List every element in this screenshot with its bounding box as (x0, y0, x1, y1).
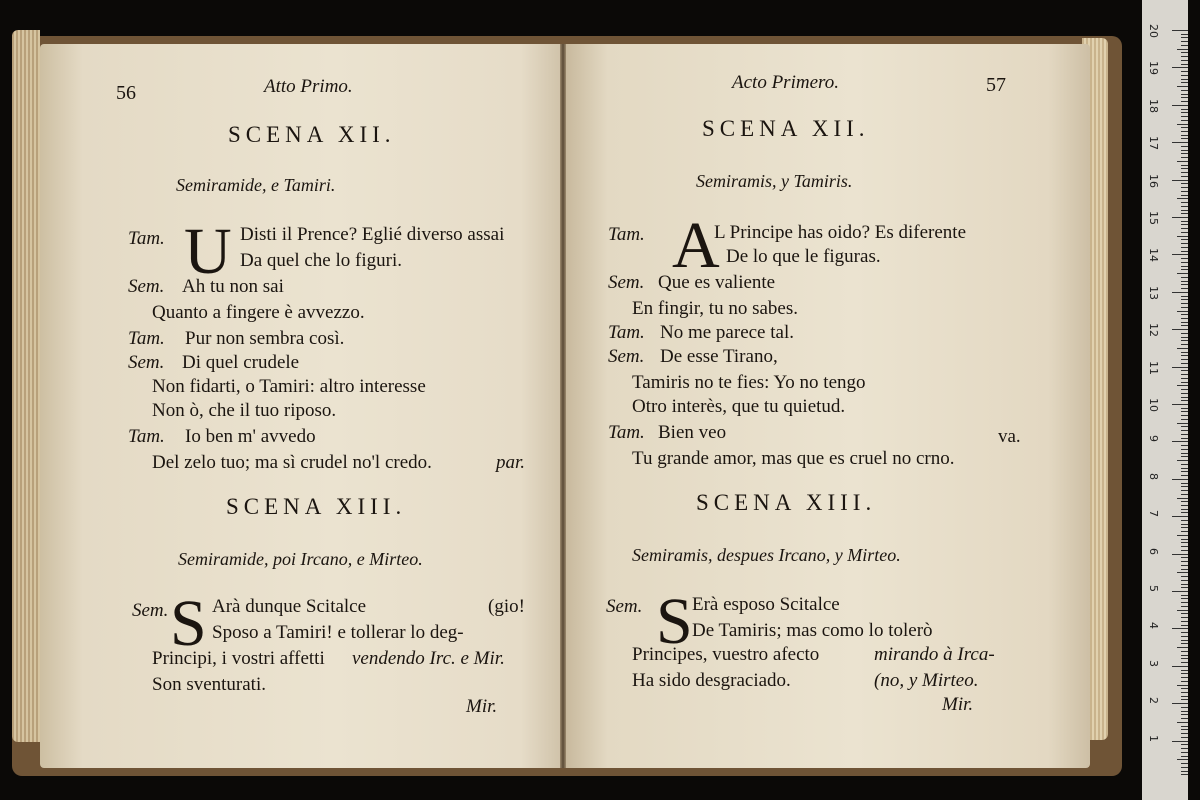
running-head: Atto Primo. (264, 76, 353, 97)
speaker: Sem. (132, 600, 169, 621)
ruler-mm-tick (1181, 210, 1188, 211)
ruler-mm-tick (1181, 251, 1188, 252)
verse-line: Da quel che lo figuri. (240, 250, 402, 271)
ruler-mm-tick (1181, 449, 1188, 450)
ruler-mm-tick (1181, 176, 1188, 177)
ruler-cm-tick (1172, 367, 1188, 368)
ruler-mm-tick (1181, 456, 1188, 457)
ruler-label: 6 (1147, 547, 1160, 555)
ruler-mm-tick (1181, 269, 1188, 270)
ruler-mm-tick (1181, 565, 1188, 566)
ruler-mm-tick (1177, 348, 1188, 349)
ruler-mm-tick (1181, 37, 1188, 38)
ruler-mm-tick (1181, 206, 1188, 207)
ruler-mm-tick (1177, 49, 1188, 50)
ruler-mm-tick (1181, 662, 1188, 663)
ruler-mm-tick (1181, 655, 1188, 656)
ruler-mm-tick (1181, 296, 1188, 297)
ruler-mm-tick (1181, 408, 1188, 409)
ruler-mm-tick (1181, 640, 1188, 641)
ruler-label: 17 (1147, 136, 1160, 151)
ruler-mm-tick (1181, 191, 1188, 192)
ruler-cm-tick (1172, 591, 1188, 592)
verse-line: Io ben m' avvedo (185, 426, 316, 447)
ruler-mm-tick (1181, 60, 1188, 61)
ruler-mm-tick (1181, 325, 1188, 326)
verse-line: De esse Tirano, (660, 346, 778, 367)
ruler-mm-tick (1181, 52, 1188, 53)
ruler-mm-tick (1181, 733, 1188, 734)
ruler-mm-tick (1181, 430, 1188, 431)
speaker: Sem. (608, 346, 645, 367)
ruler-mm-tick (1181, 138, 1188, 139)
ruler-mm-tick (1181, 146, 1188, 147)
ruler-mm-tick (1181, 363, 1188, 364)
ruler-mm-tick (1181, 82, 1188, 83)
verse-line: No me parece tal. (660, 322, 794, 343)
ruler-label: 12 (1147, 323, 1160, 338)
ruler-mm-tick (1181, 468, 1188, 469)
ruler-label: 16 (1147, 173, 1160, 188)
verse-line: Di quel crudele (182, 352, 300, 373)
ruler-mm-tick (1181, 512, 1188, 513)
ruler-mm-tick (1181, 748, 1188, 749)
drop-cap: S (170, 587, 207, 660)
ruler-mm-tick (1181, 569, 1188, 570)
verse-line: Ah tu non sai (182, 276, 284, 297)
speaker: Sem. (128, 276, 165, 297)
page-number: 56 (116, 82, 136, 104)
ruler-mm-tick (1181, 116, 1188, 117)
ruler-mm-tick (1177, 647, 1188, 648)
ruler-mm-tick (1181, 595, 1188, 596)
speaker: Tam. (128, 228, 165, 249)
ruler-mm-tick (1181, 75, 1188, 76)
measurement-ruler (1142, 0, 1188, 800)
ruler-mm-tick (1181, 505, 1188, 506)
ruler-mm-tick (1177, 759, 1188, 760)
verse-line: De lo que le figuras. (726, 246, 881, 267)
page-number: 57 (986, 74, 1006, 96)
ruler-mm-tick (1181, 127, 1188, 128)
ruler-mm-tick (1181, 636, 1188, 637)
ruler-cm-tick (1172, 628, 1188, 629)
ruler-label: 5 (1147, 585, 1160, 592)
ruler-mm-tick (1181, 464, 1188, 465)
ruler-mm-tick (1181, 699, 1188, 700)
margin-note: (gio! (488, 596, 525, 617)
ruler-mm-tick (1181, 247, 1188, 248)
ruler-mm-tick (1181, 531, 1188, 532)
ruler-mm-tick (1177, 311, 1188, 312)
ruler-mm-tick (1181, 483, 1188, 484)
ruler-mm-tick (1181, 344, 1188, 345)
drop-cap: A (672, 209, 720, 282)
ruler-cm-tick (1172, 479, 1188, 480)
ruler-mm-tick (1181, 131, 1188, 132)
ruler-mm-tick (1177, 236, 1188, 237)
ruler-mm-tick (1181, 370, 1188, 371)
ruler-mm-tick (1181, 625, 1188, 626)
ruler-mm-tick (1181, 550, 1188, 551)
ruler-cm-tick (1172, 516, 1188, 517)
ruler-mm-tick (1181, 400, 1188, 401)
page-edges-left (12, 30, 40, 742)
ruler-mm-tick (1181, 670, 1188, 671)
ruler-mm-tick (1177, 685, 1188, 686)
ruler-mm-tick (1181, 322, 1188, 323)
ruler-mm-tick (1181, 262, 1188, 263)
ruler-mm-tick (1181, 520, 1188, 521)
verse-line: Que es valiente (658, 272, 776, 293)
ruler-mm-tick (1181, 172, 1188, 173)
verse-line: Principi, i vostri affetti (152, 648, 325, 669)
catchword: Mir. (466, 696, 498, 717)
ruler-cm-tick (1172, 404, 1188, 405)
ruler-mm-tick (1181, 112, 1188, 113)
ruler-label: 7 (1147, 510, 1160, 518)
ruler-mm-tick (1181, 580, 1188, 581)
ruler-mm-tick (1181, 183, 1188, 184)
ruler-cm-tick (1172, 30, 1188, 31)
verse-line: Son sventurati. (152, 674, 266, 695)
verse-line: Ha sido desgraciado. (632, 670, 791, 691)
ruler-mm-tick (1181, 426, 1188, 427)
stage-direction: (no, y Mirteo. (874, 670, 979, 691)
ruler-cm-tick (1172, 554, 1188, 555)
speaker: Tam. (608, 224, 645, 245)
ruler-mm-tick (1181, 752, 1188, 753)
ruler-mm-tick (1181, 453, 1188, 454)
ruler-mm-tick (1181, 486, 1188, 487)
ruler-mm-tick (1181, 651, 1188, 652)
scene-title: SCENA XIII. (226, 494, 407, 519)
ruler-mm-tick (1177, 535, 1188, 536)
ruler-mm-tick (1181, 501, 1188, 502)
ruler-mm-tick (1181, 587, 1188, 588)
ruler-cm-tick (1172, 329, 1188, 330)
ruler-mm-tick (1177, 460, 1188, 461)
ruler-mm-tick (1181, 281, 1188, 282)
scene-characters: Semiramide, e Tamiri. (176, 175, 336, 195)
ruler-mm-tick (1181, 576, 1188, 577)
ruler-mm-tick (1181, 318, 1188, 319)
ruler-mm-tick (1181, 393, 1188, 394)
verse-line: Otro interès, que tu quietud. (632, 396, 846, 417)
ruler-mm-tick (1181, 561, 1188, 562)
speaker: Sem. (128, 352, 165, 373)
verse-line: Non fidarti, o Tamiri: altro interesse (152, 376, 426, 397)
ruler-mm-tick (1181, 41, 1188, 42)
ruler-mm-tick (1181, 299, 1188, 300)
left-page (40, 44, 574, 768)
ruler-label: 15 (1147, 211, 1160, 225)
ruler-cm-tick (1172, 703, 1188, 704)
exit-note: va. (998, 426, 1021, 447)
ruler-mm-tick (1181, 539, 1188, 540)
ruler-mm-tick (1181, 445, 1188, 446)
ruler-mm-tick (1181, 101, 1188, 102)
ruler-mm-tick (1181, 711, 1188, 712)
ruler-mm-tick (1181, 202, 1188, 203)
ruler-mm-tick (1181, 643, 1188, 644)
speaker: Tam. (128, 426, 165, 447)
ruler-mm-tick (1181, 729, 1188, 730)
ruler-mm-tick (1181, 382, 1188, 383)
speaker: Sem. (606, 596, 643, 617)
ruler-mm-tick (1181, 434, 1188, 435)
ruler-mm-tick (1181, 617, 1188, 618)
scene-characters: Semiramis, y Tamiris. (696, 171, 853, 191)
ruler-label: 9 (1147, 435, 1160, 443)
ruler-mm-tick (1181, 71, 1188, 72)
exit-note: par. (496, 452, 526, 473)
ruler-mm-tick (1181, 157, 1188, 158)
ruler-mm-tick (1181, 688, 1188, 689)
verse-line: Arà dunque Scitalce (212, 596, 367, 617)
ruler-mm-tick (1181, 307, 1188, 308)
ruler-mm-tick (1181, 494, 1188, 495)
ruler-label: 11 (1147, 360, 1160, 375)
speaker: Tam. (608, 322, 645, 343)
ruler-mm-tick (1181, 333, 1188, 334)
ruler-mm-tick (1181, 352, 1188, 353)
ruler-mm-tick (1177, 86, 1188, 87)
verse-line: Disti il Prence? Eglié diverso assai (240, 224, 505, 245)
ruler-mm-tick (1181, 471, 1188, 472)
ruler-mm-tick (1181, 378, 1188, 379)
ruler-mm-tick (1181, 606, 1188, 607)
ruler-mm-tick (1181, 737, 1188, 738)
ruler-mm-tick (1177, 722, 1188, 723)
ruler-mm-tick (1181, 56, 1188, 57)
ruler-mm-tick (1181, 756, 1188, 757)
ruler-mm-tick (1181, 718, 1188, 719)
ruler-mm-tick (1177, 423, 1188, 424)
speaker: Sem. (608, 272, 645, 293)
scene-title: SCENA XII. (228, 122, 396, 147)
ruler-mm-tick (1181, 303, 1188, 304)
verse-line: Del zelo tuo; ma sì crudel no'l credo. (152, 452, 432, 473)
verse-line: En fingir, tu no sabes. (632, 298, 798, 319)
ruler-mm-tick (1181, 774, 1188, 775)
ruler-mm-tick (1177, 385, 1188, 386)
ruler-mm-tick (1181, 763, 1188, 764)
ruler-mm-tick (1181, 135, 1188, 136)
ruler-mm-tick (1181, 288, 1188, 289)
ruler-mm-tick (1181, 415, 1188, 416)
ruler-mm-tick (1181, 584, 1188, 585)
stage-direction: mirando à Irca- (874, 644, 995, 665)
ruler-cm-tick (1172, 180, 1188, 181)
ruler-cm-tick (1172, 105, 1188, 106)
speaker: Tam. (128, 328, 165, 349)
ruler-mm-tick (1181, 314, 1188, 315)
ruler-label: 8 (1147, 472, 1160, 480)
ruler-mm-tick (1181, 150, 1188, 151)
ruler-mm-tick (1181, 707, 1188, 708)
verse-line: Quanto a fingere è avvezzo. (152, 302, 365, 323)
verse-line: Tamiris no te fies: Yo no tengo (632, 372, 866, 393)
ruler-cm-tick (1172, 666, 1188, 667)
ruler-label: 18 (1147, 98, 1160, 113)
ruler-cm-tick (1172, 292, 1188, 293)
ruler-mm-tick (1177, 198, 1188, 199)
ruler-mm-tick (1181, 340, 1188, 341)
ruler-mm-tick (1181, 621, 1188, 622)
ruler-mm-tick (1181, 542, 1188, 543)
ruler-mm-tick (1181, 187, 1188, 188)
ruler-mm-tick (1181, 284, 1188, 285)
verse-line: Principes, vuestro afecto (632, 644, 820, 665)
ruler-mm-tick (1181, 168, 1188, 169)
ruler-mm-tick (1181, 232, 1188, 233)
ruler-mm-tick (1181, 726, 1188, 727)
drop-cap: U (184, 215, 232, 288)
ruler-mm-tick (1181, 673, 1188, 674)
ruler-mm-tick (1181, 239, 1188, 240)
ruler-mm-tick (1181, 438, 1188, 439)
ruler-mm-tick (1181, 509, 1188, 510)
ruler-mm-tick (1181, 490, 1188, 491)
ruler-cm-tick (1172, 142, 1188, 143)
ruler-mm-tick (1181, 744, 1188, 745)
ruler-mm-tick (1181, 34, 1188, 35)
ruler-mm-tick (1181, 475, 1188, 476)
scene-characters: Semiramide, poi Ircano, e Mirteo. (178, 549, 423, 569)
ruler-mm-tick (1177, 498, 1188, 499)
ruler-mm-tick (1181, 767, 1188, 768)
ruler-mm-tick (1177, 124, 1188, 125)
ruler-mm-tick (1181, 90, 1188, 91)
verse-line: Pur non sembra così. (185, 328, 345, 349)
verse-line: De Tamiris; mas como lo tolerò (692, 620, 933, 641)
ruler-cm-tick (1172, 741, 1188, 742)
ruler-mm-tick (1181, 557, 1188, 558)
ruler-mm-tick (1181, 109, 1188, 110)
ruler-label: 3 (1147, 659, 1160, 667)
ruler-mm-tick (1181, 165, 1188, 166)
ruler-mm-tick (1181, 397, 1188, 398)
ruler-mm-tick (1177, 273, 1188, 274)
ruler-mm-tick (1177, 161, 1188, 162)
ruler-label: 13 (1147, 285, 1160, 300)
ruler-label: 19 (1147, 61, 1160, 76)
ruler-mm-tick (1181, 120, 1188, 121)
ruler-cm-tick (1172, 254, 1188, 255)
ruler-cm-tick (1172, 441, 1188, 442)
ruler-mm-tick (1181, 221, 1188, 222)
running-head: Acto Primero. (732, 72, 839, 93)
ruler-mm-tick (1181, 681, 1188, 682)
scene-title: SCENA XII. (702, 116, 870, 141)
ruler-mm-tick (1181, 411, 1188, 412)
ruler-mm-tick (1181, 45, 1188, 46)
catchword: Mir. (942, 694, 974, 715)
ruler-mm-tick (1177, 610, 1188, 611)
ruler-mm-tick (1181, 337, 1188, 338)
right-page (566, 44, 1090, 768)
ruler-mm-tick (1181, 714, 1188, 715)
ruler-label: 4 (1147, 622, 1160, 630)
ruler-mm-tick (1181, 79, 1188, 80)
ruler-mm-tick (1181, 355, 1188, 356)
ruler-mm-tick (1181, 692, 1188, 693)
verse-line: Sposo a Tamiri! e tollerar lo deg- (212, 622, 464, 643)
verse-line: Tu grande amor, mas que es cruel no crno. (632, 448, 955, 469)
ruler-cm-tick (1172, 67, 1188, 68)
ruler-mm-tick (1181, 97, 1188, 98)
ruler-mm-tick (1181, 153, 1188, 154)
verse-line: L Principe has oido? Es diferente (714, 222, 967, 243)
speaker: Tam. (608, 422, 645, 443)
ruler-cm-tick (1172, 217, 1188, 218)
ruler-mm-tick (1181, 228, 1188, 229)
ruler-mm-tick (1181, 359, 1188, 360)
ruler-label: 2 (1147, 697, 1160, 705)
ruler-mm-tick (1181, 374, 1188, 375)
ruler-mm-tick (1181, 258, 1188, 259)
ruler-label: 14 (1147, 248, 1160, 263)
ruler-mm-tick (1181, 213, 1188, 214)
scene-title: SCENA XIII. (696, 490, 877, 515)
verse-line: Non ò, che il tuo riposo. (152, 400, 337, 421)
ruler-mm-tick (1181, 696, 1188, 697)
ruler-mm-tick (1181, 94, 1188, 95)
verse-line: Bien veo (658, 422, 727, 443)
ruler-mm-tick (1181, 243, 1188, 244)
verse-line: Erà esposo Scitalce (692, 594, 840, 615)
ruler-label: 20 (1147, 24, 1160, 38)
ruler-mm-tick (1181, 527, 1188, 528)
ruler-mm-tick (1177, 572, 1188, 573)
ruler-mm-tick (1181, 524, 1188, 525)
stage-direction: vendendo Irc. e Mir. (352, 648, 505, 669)
ruler-label: 10 (1147, 398, 1160, 412)
ruler-mm-tick (1181, 613, 1188, 614)
ruler-mm-tick (1181, 602, 1188, 603)
ruler-mm-tick (1181, 632, 1188, 633)
ruler-mm-tick (1181, 224, 1188, 225)
ruler-mm-tick (1181, 771, 1188, 772)
scene-characters: Semiramis, despues Ircano, y Mirteo. (632, 545, 901, 565)
ruler-label: 1 (1147, 734, 1160, 742)
ruler-mm-tick (1181, 419, 1188, 420)
ruler-mm-tick (1181, 195, 1188, 196)
ruler-mm-tick (1181, 677, 1188, 678)
ruler-mm-tick (1181, 658, 1188, 659)
drop-cap: S (656, 585, 693, 658)
ruler-mm-tick (1181, 266, 1188, 267)
ruler-mm-tick (1181, 389, 1188, 390)
ruler-mm-tick (1181, 546, 1188, 547)
ruler-mm-tick (1181, 598, 1188, 599)
ruler-mm-tick (1181, 277, 1188, 278)
ruler-mm-tick (1181, 64, 1188, 65)
